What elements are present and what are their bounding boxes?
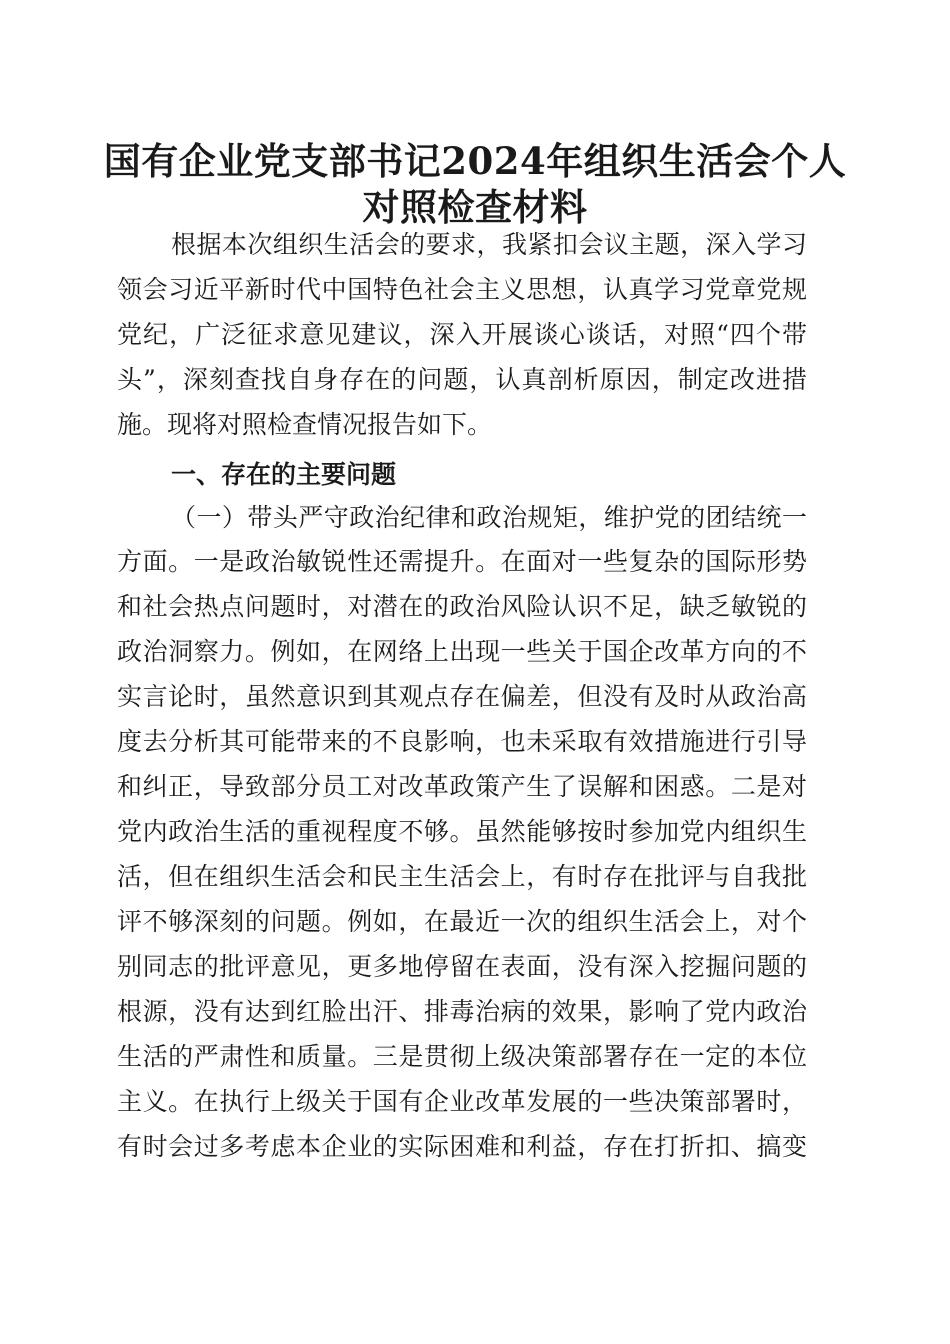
section-paragraph-line: 方面。一是政治敏锐性还需提升。在面对一些复杂的国际形势 [117,547,807,576]
section-paragraph-line: 度去分析其可能带来的不良影响，也未采取有效措施进行引导 [117,727,807,756]
section-paragraph-line: 党内政治生活的重视程度不够。虽然能够按时参加党内组织生 [117,817,807,846]
section-paragraph-line: 有时会过多考虑本企业的实际困难和利益，存在打折扣、搞变 [117,1132,807,1161]
section-paragraph-line: 评不够深刻的问题。例如，在最近一次的组织生活会上，对个 [117,907,807,936]
section-paragraph-line: 活，但在组织生活会和民主生活会上，有时存在批评与自我批 [117,862,807,891]
document-title-line-2: 对照检查材料 [362,185,588,229]
section-paragraph-line: 别同志的批评意见，更多地停留在表面，没有深入挖掘问题的 [117,952,807,981]
intro-paragraph-line: 根据本次组织生活会的要求，我紧扣会议主题，深入学习 [171,230,807,259]
document-title-line-1: 国有企业党支部书记2024年组织生活会个人 [103,139,847,183]
section-paragraph-line: （一）带头严守政治纪律和政治规矩，维护党的团结统一 [171,503,807,532]
section-paragraph-line: 政治洞察力。例如，在网络上出现一些关于国企改革方向的不 [117,637,807,666]
section-paragraph-line: 主义。在执行上级关于国有企业改革发展的一些决策部署时， [117,1087,807,1116]
section-paragraph-line: 和社会热点问题时，对潜在的政治风险认识不足，缺乏敏锐的 [117,592,807,621]
section-heading: 一、存在的主要问题 [171,460,397,489]
intro-paragraph-line: 领会习近平新时代中国特色社会主义思想，认真学习党章党规 [117,275,807,304]
section-paragraph-line: 实言论时，虽然意识到其观点存在偏差，但没有及时从政治高 [117,682,807,711]
intro-paragraph-line: 头”，深刻查找自身存在的问题，认真剖析原因，制定改进措 [117,365,807,394]
section-paragraph-line: 和纠正，导致部分员工对改革政策产生了误解和困惑。二是对 [117,772,807,801]
intro-paragraph-line: 施。现将对照检查情况报告如下。 [117,410,493,439]
intro-paragraph-line: 党纪，广泛征求意见建议，深入开展谈心谈话，对照“四个带 [117,320,807,349]
section-paragraph-line: 根源，没有达到红脸出汗、排毒治病的效果，影响了党内政治 [117,997,807,1026]
section-paragraph-line: 生活的严肃性和质量。三是贯彻上级决策部署存在一定的本位 [117,1042,807,1071]
